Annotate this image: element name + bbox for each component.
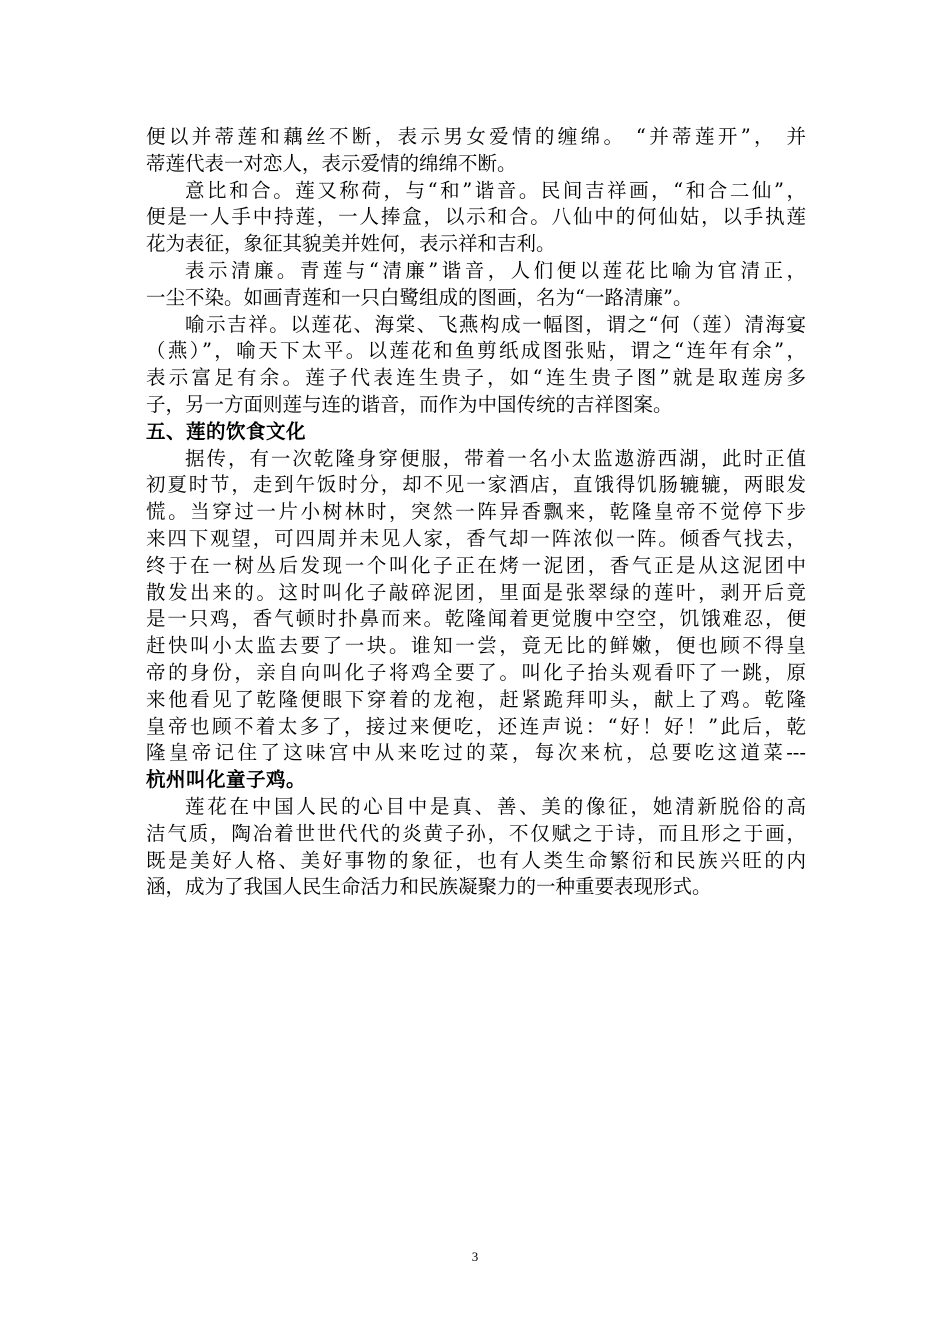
paragraph-bingdi-lian bbox=[146, 124, 806, 178]
text-line: 蒂莲代表一对恋人，表示爱情的绵绵不断。 bbox=[146, 151, 517, 175]
dish-name-bold: 杭州叫化童子鸡。 bbox=[146, 768, 307, 792]
text-line: 意比和合。莲又称荷，与“和”谐音。民间吉祥画，“和合二仙”， bbox=[185, 178, 806, 202]
paragraph-biaoshi-qinglian bbox=[146, 258, 806, 312]
paragraph-lotus-symbol bbox=[146, 794, 806, 901]
page-number: 3 bbox=[471, 1249, 479, 1264]
text-line: 慌。当穿过一片小树林时，突然一阵异香飘来，乾隆皇帝不觉停下步 bbox=[146, 500, 806, 524]
text-line: 散发出来的。这时叫化子敲碎泥团，里面是张翠绿的莲叶，剥开后竟 bbox=[146, 580, 806, 604]
paragraph-yushi-jixiang bbox=[146, 312, 806, 419]
text-line: 花为表征，象征其貌美并姓何，表示祥和吉利。 bbox=[146, 232, 556, 256]
text-line: 子，另一方面则莲与连的谐音，而作为中国传统的吉祥图案。 bbox=[146, 392, 673, 416]
paragraph-qianlong-story bbox=[146, 446, 806, 794]
text-line: 涵，成为了我国人民生命活力和民族凝聚力的一种重要表现形式。 bbox=[146, 875, 712, 899]
text-line: 洁气质，陶冶着世世代代的炎黄子孙，不仅赋之于诗，而且形之于画， bbox=[146, 821, 806, 845]
text-line: 表示清廉。青莲与“清廉”谐音，人们便以莲花比喻为官清正， bbox=[185, 258, 806, 282]
text-line: 赶快叫小太监去要了一块。谁知一尝，竟无比的鲜嫩，便也顾不得皇 bbox=[146, 634, 806, 658]
section-heading: 五、莲的饮食文化 bbox=[146, 419, 307, 443]
text-line: 喻示吉祥。以莲花、海棠、飞燕构成一幅图，谓之“何（莲）清海宴 bbox=[185, 312, 806, 336]
text-line: 莲花在中国人民的心目中是真、善、美的像征，她清新脱俗的高 bbox=[185, 794, 806, 818]
text-line: 皇帝也顾不着太多了，接过来便吃，还连声说：“好！好！”此后，乾 bbox=[146, 714, 806, 738]
text-line: 既是美好人格、美好事物的象征，也有人类生命繁衍和民族兴旺的内 bbox=[146, 848, 806, 872]
text-line: 表示富足有余。莲子代表连生贵子，如“连生贵子图”就是取莲房多 bbox=[146, 366, 806, 390]
document-body bbox=[146, 124, 806, 901]
text-line: 帝的身份，亲自向叫化子将鸡全要了。叫化子抬头观看吓了一跳，原 bbox=[146, 660, 806, 684]
text-line: 来四下观望，可四周并未见人家，香气却一阵浓似一阵。倾香气找去， bbox=[146, 526, 806, 550]
text-line: 据传，有一次乾隆身穿便服，带着一名小太监遨游西湖，此时正值 bbox=[185, 446, 806, 470]
text-line: 便以并蒂莲和藕丝不断，表示男女爱情的缠绵。 “并蒂莲开”， 并 bbox=[146, 125, 806, 148]
text-line: （燕）”，喻天下太平。以莲花和鱼剪纸成图张贴，谓之“连年有余”， bbox=[146, 339, 806, 363]
text-line: 是一只鸡，香气顿时扑鼻而来。乾隆闻着更觉腹中空空，饥饿难忍，便 bbox=[146, 607, 806, 631]
text-line: 初夏时节，走到午饭时分，却不见一家酒店，直饿得饥肠辘辘，两眼发 bbox=[146, 473, 806, 497]
text-line: 隆皇帝记住了这味宫中从来吃过的菜，每次来杭，总要吃这道菜--- bbox=[146, 741, 806, 765]
text-line: 便是一人手中持莲，一人捧盒，以示和合。八仙中的何仙姑，以手执莲 bbox=[146, 205, 806, 229]
text-line: 一尘不染。如画青莲和一只白鹭组成的图画，名为“一路清廉”。 bbox=[146, 285, 693, 309]
text-line: 终于在一树丛后发现一个叫化子正在烤一泥团，香气正是从这泥团中 bbox=[146, 553, 806, 577]
paragraph-yibi-hehe bbox=[146, 178, 806, 258]
text-line: 来他看见了乾隆便眼下穿着的龙袍，赶紧跪拜叩头，献上了鸡。乾隆 bbox=[146, 687, 806, 711]
